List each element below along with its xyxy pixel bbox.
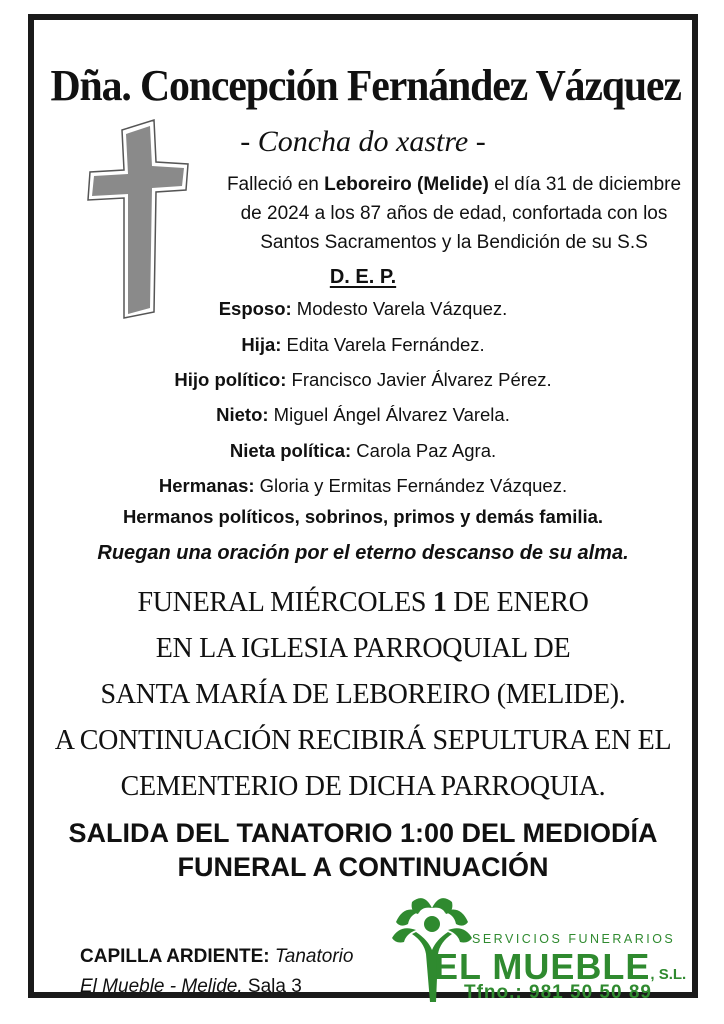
departure-info bbox=[34, 816, 692, 884]
family-row: Hija: Edita Varela Fernández. bbox=[241, 334, 485, 355]
family-row: Hijo político: Francisco Javier Álvarez Pérez. bbox=[174, 369, 552, 390]
other-relatives: Hermanos políticos, sobrinos, primos y demás familia. bbox=[122, 506, 604, 527]
funeral-line-5: CEMENTERIO DE DICHA PARROQUIA. bbox=[120, 771, 606, 802]
family-row: Hermanas: Gloria y Ermitas Fernández Vázquez. bbox=[158, 475, 568, 496]
logo-services-text: SERVICIOS FUNERARIOS bbox=[472, 932, 676, 946]
death-place: Leboreiro (Melide) bbox=[324, 174, 489, 195]
deceased-name: Dña. Concepción Fernández Vázquez bbox=[50, 61, 681, 110]
logo-phone: Tfno.: 981 50 50 89 bbox=[464, 982, 652, 1003]
logo-brand-name: EL MUEBLE, S.L. bbox=[434, 946, 687, 987]
chapel-info: CAPILLA ARDIENTE: Tanatorio El Mueble - Melide. Sala 3 bbox=[80, 946, 354, 997]
funeral-details bbox=[34, 580, 692, 810]
family-row: Esposo: Modesto Varela Vázquez. bbox=[218, 298, 508, 319]
family-row: Nieta política: Carola Paz Agra. bbox=[229, 440, 497, 461]
funeral-line-3: SANTA MARÍA DE LEBOREIRO (MELIDE). bbox=[100, 679, 626, 710]
family-row: Nieto: Miguel Ángel Álvarez Varela. bbox=[216, 404, 510, 425]
dep-heading: D. E. P. bbox=[329, 266, 397, 288]
funeral-line-1: FUNERAL MIÉRCOLES 1 DE ENERO bbox=[137, 587, 589, 618]
deceased-nickname: - Concha do xastre - bbox=[240, 125, 486, 158]
funeral-line-4: A CONTINUACIÓN RECIBIRÁ SEPULTURA EN EL bbox=[54, 725, 672, 756]
announcement-line-2: de 2024 a los 87 años de edad, confortada con los bbox=[240, 203, 668, 224]
prayer-request: Ruegan una oración por el eterno descanso de su alma. bbox=[97, 542, 629, 564]
notice-frame bbox=[28, 14, 698, 1003]
announcement-line-1: Falleció en Leboreiro (Melide) el día 31 de diciembre bbox=[226, 174, 682, 195]
death-announcement bbox=[214, 170, 694, 257]
departure-line-1: SALIDA DEL TANATORIO 1:00 DEL MEDIODÍA bbox=[68, 818, 658, 848]
funeral-line-2: EN LA IGLESIA PARROQUIAL DE bbox=[155, 633, 571, 664]
funeral-home-logo bbox=[390, 894, 710, 1004]
chapel-label: CAPILLA ARDIENTE: bbox=[80, 946, 270, 967]
departure-line-2: FUNERAL A CONTINUACIÓN bbox=[177, 852, 549, 882]
announcement-line-3: Santos Sacramentos y la Bendición de su S.S bbox=[260, 232, 648, 253]
